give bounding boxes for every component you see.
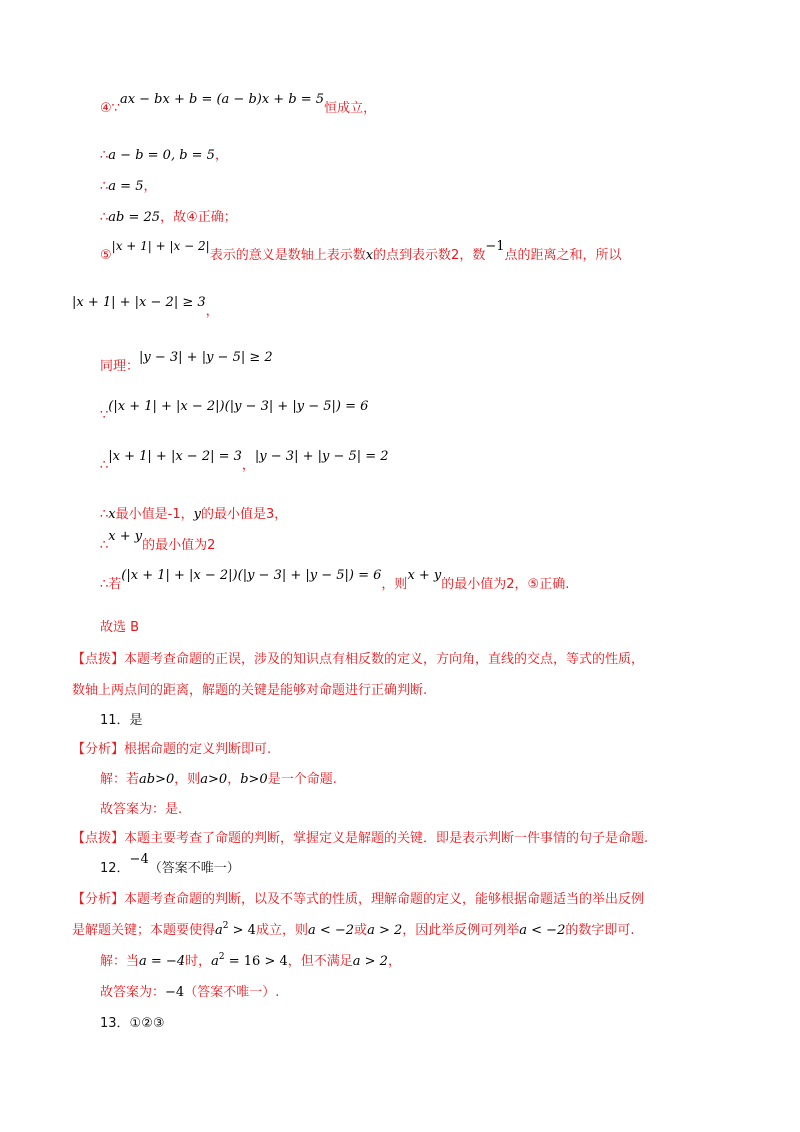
text: 是一个命题. — [267, 772, 337, 787]
text: ， — [214, 148, 228, 163]
variable: y — [193, 507, 201, 522]
math-expression: |y − 3| + |y − 5| ≥ 2 — [139, 350, 273, 365]
math-expression: (|x + 1| + |x − 2|)(|y − 3| + |y − 5|) = 6 — [108, 399, 369, 414]
therefore-symbol: ∴ — [100, 179, 109, 194]
question-12-answer — [100, 852, 240, 878]
text: ，故④正确； — [160, 210, 237, 225]
text: ， — [205, 304, 219, 319]
question-13-answer: 13．①②③ — [100, 1016, 165, 1031]
exponent: 2 — [218, 952, 225, 962]
text: ， — [241, 458, 255, 473]
line-min-sum — [100, 529, 216, 555]
text: 的点到表示数2，数 — [373, 248, 486, 263]
math-expression: |x + 1| + |x − 2| = 3 — [108, 449, 242, 464]
math-expression: x + y — [407, 568, 442, 583]
line-statement-5 — [100, 239, 622, 265]
math-expression: −4 — [165, 985, 185, 1000]
variable: x — [365, 248, 374, 263]
math-expression: |y − 3| + |y − 5| = 2 — [254, 449, 389, 464]
math-expression: (|x + 1| + |x − 2|)(|y − 3| + |y − 5|) = 6 — [121, 568, 382, 583]
text: （答案不唯一）. — [184, 985, 280, 1000]
line-therefore-3 — [100, 209, 237, 227]
line-conclusion-5 — [100, 568, 570, 594]
math-expression: a < −2 — [519, 923, 566, 938]
math-expression: x + y — [108, 529, 143, 544]
text: ，因此举反例可列举 — [402, 923, 520, 938]
analysis-11: 【分析】根据命题的定义判断即可. — [72, 742, 272, 757]
text: 的最小值是3， — [200, 507, 288, 522]
text: 同理： — [100, 359, 140, 374]
math-expression: > 4 — [228, 923, 256, 938]
therefore-symbol: ∴ — [100, 538, 109, 553]
text: 恒成立， — [324, 101, 377, 116]
math-expression: a > 2 — [367, 923, 403, 938]
line-therefore-2 — [100, 178, 156, 196]
math-expression: ab = 25 — [108, 210, 161, 225]
text: 成立，则 — [255, 923, 308, 938]
text: ，则 — [174, 772, 201, 787]
exponent: 2 — [222, 921, 229, 931]
math-expression: −4 — [129, 852, 149, 867]
text: 的最小值为2，⑤正确. — [441, 577, 570, 592]
text: ，则 — [381, 577, 408, 592]
text: ， — [387, 954, 401, 969]
comment-paragraph-line1: 【点拨】本题考查命题的正误，涉及的知识点有相反数的定义，方向角，直线的交点，等式的性质， — [72, 652, 645, 667]
text: （答案不唯一） — [148, 861, 240, 876]
math-expression: = 16 > 4 — [224, 954, 288, 969]
text: 解：若 — [100, 772, 140, 787]
math-expression: b>0 — [240, 772, 268, 787]
text: 的最小值为2 — [142, 538, 216, 553]
text: 时， — [185, 954, 212, 969]
text: 最小值是-1， — [115, 507, 194, 522]
analysis-12-line1: 【分析】本题考查命题的判断，以及不等式的性质，理解命题的定义，能够根据命题适当的举出反例 — [72, 892, 645, 907]
math-expression: a — [211, 954, 219, 969]
therefore-symbol: ∴ — [100, 507, 109, 522]
variable: x — [108, 507, 116, 522]
number: −1 — [485, 239, 505, 254]
math-expression: |x + 1| + |x − 2| ≥ 3 — [72, 295, 206, 310]
question-11-answer: 11．是 — [100, 713, 143, 728]
comment-paragraph-line2: 数轴上两点间的距离，解题的关键是能够对命题进行正确判断. — [72, 683, 428, 698]
text: ， — [143, 179, 157, 194]
math-expression: |x + 1| + |x − 2| — [111, 239, 210, 253]
text: ∴若 — [100, 577, 122, 592]
line-because — [100, 399, 369, 425]
text: ， — [227, 772, 241, 787]
line-therefore-4 — [100, 449, 389, 475]
math-expression: a > 2 — [352, 954, 388, 969]
analysis-12-line2 — [72, 922, 634, 941]
text: 解：当 — [100, 954, 140, 969]
text: 表示的意义是数轴上表示数 — [209, 248, 366, 263]
text: ⑤ — [100, 248, 112, 263]
text: 12． — [100, 861, 130, 876]
answer-choice: 故选 B — [100, 620, 140, 635]
solution-12 — [100, 953, 401, 972]
math-expression: a − b = 0, b = 5 — [108, 148, 215, 163]
answer-12 — [100, 984, 279, 1002]
text: 是解题关键；本题要使得 — [72, 923, 216, 938]
line-similarly — [100, 350, 273, 376]
text: 点的距离之和，所以 — [504, 248, 622, 263]
line-inequality-x — [72, 295, 219, 321]
math-expression: a = −4 — [139, 954, 186, 969]
line-minimum-values — [100, 506, 287, 524]
text: 或 — [354, 923, 368, 938]
math-expression: a = 5 — [108, 179, 144, 194]
math-expression: ab>0 — [139, 772, 175, 787]
line-therefore-1 — [100, 147, 228, 165]
answer-11: 故答案为：是. — [100, 802, 183, 817]
text: ④∵ — [100, 101, 120, 116]
text: 故答案为： — [100, 985, 166, 1000]
text: 的数字即可. — [565, 923, 635, 938]
solution-11 — [100, 771, 337, 789]
math-expression: ax − bx + b = (a − b)x + b = 5 — [119, 92, 325, 107]
math-expression: a>0 — [200, 772, 228, 787]
text: ，但不满足 — [287, 954, 353, 969]
therefore-symbol: ∴ — [100, 148, 109, 163]
math-expression: a < −2 — [307, 923, 355, 938]
line-statement-4 — [100, 92, 377, 118]
therefore-symbol: ∴ — [100, 210, 109, 225]
comment-11: 【点拨】本题主要考查了命题的判断，掌握定义是解题的关键．即是表示判断一件事情的句子是命题. — [72, 831, 649, 846]
therefore-symbol: ∴ — [100, 458, 109, 473]
math-expression: a — [215, 923, 223, 938]
because-symbol: ∵ — [100, 408, 109, 423]
